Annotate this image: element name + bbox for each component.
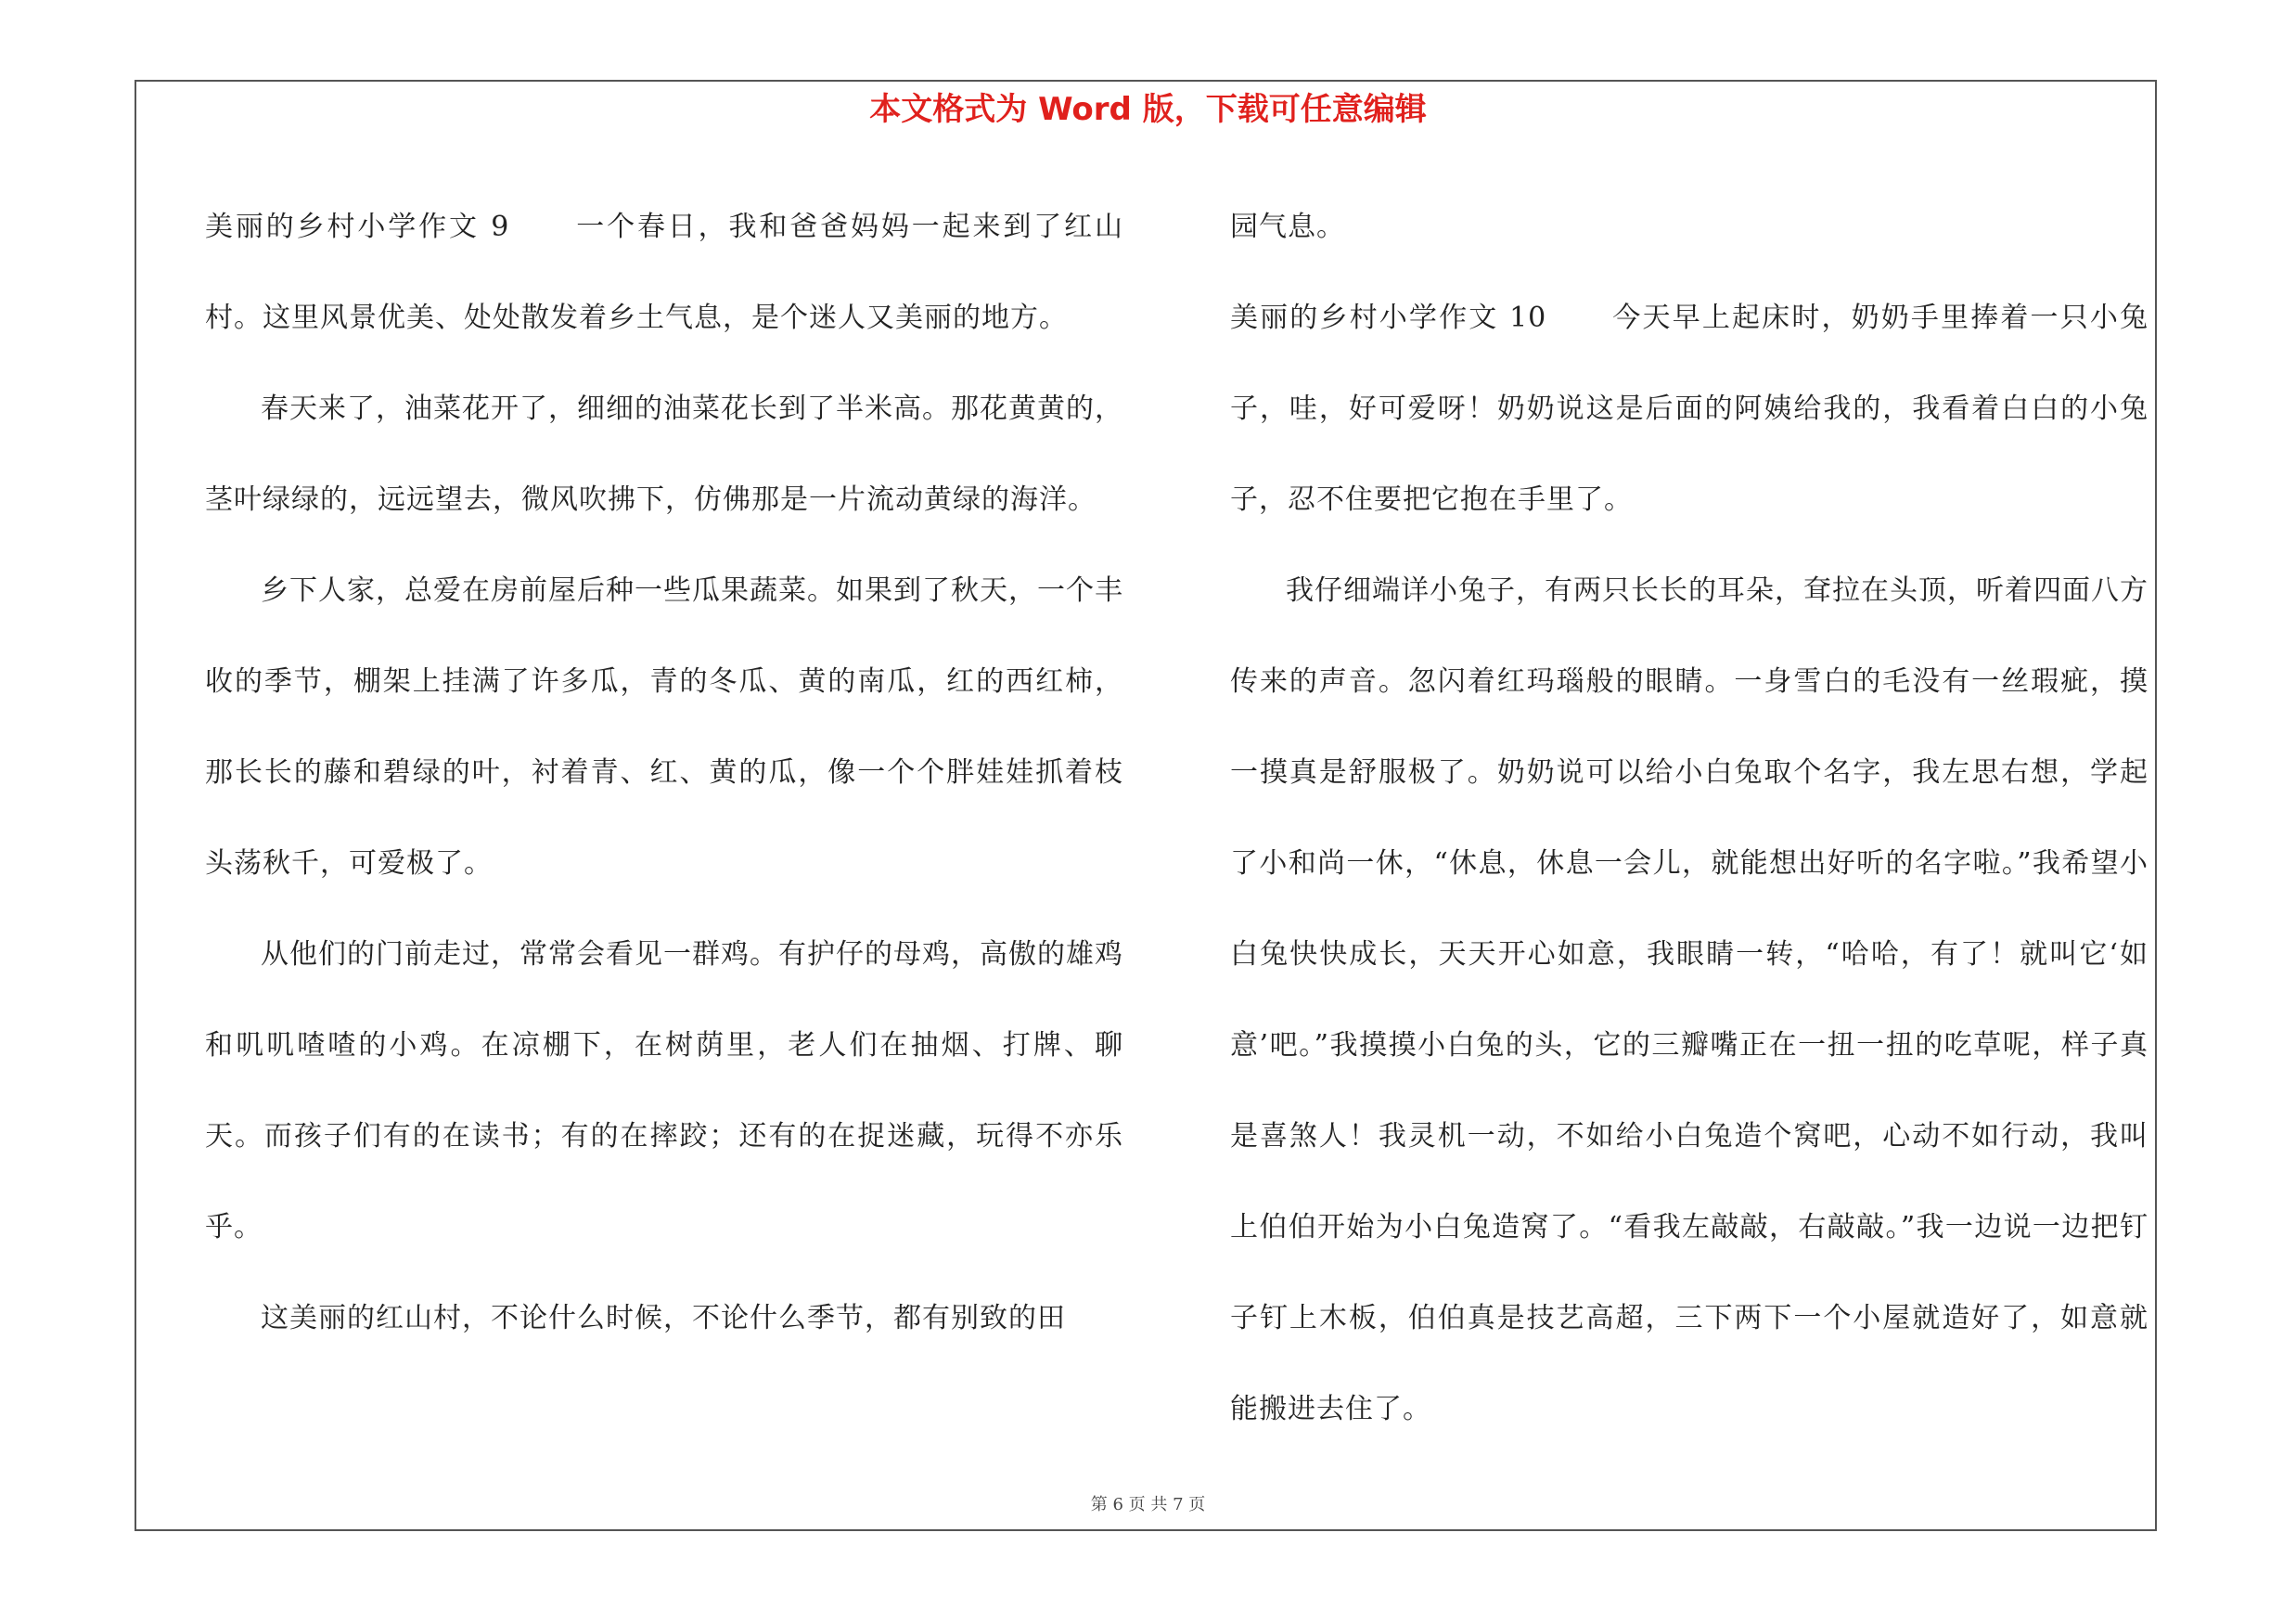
essay-9-paragraph-4: 从他们的门前走过，常常会看见一群鸡。有护仔的母鸡，高傲的雄鸡和叽叽喳喳的小鸡。在凉棚下，在树荫里，老人们在抽烟、打牌、聊天。而孩子们有的在读书；有的在摔跤；还有的在捉迷藏，玩得不亦乐乎。 — [205, 938, 1123, 1243]
essay-9-continuation: 园气息。 — [1230, 211, 1345, 243]
essay-9-intro-paragraph — [205, 182, 1123, 364]
left-column — [205, 182, 1123, 1364]
essay-10-intro-text: 今天早上起床时，奶奶手里捧着一只小兔子，哇，好可爱呀！奶奶说这是后面的阿姨给我的，我看着白白的小兔子，忍不住要把它抱在手里了。 — [1230, 302, 2149, 516]
essay-10-title: 美丽的乡村小学作文 10 — [1230, 302, 1547, 334]
essay-9-paragraph-5: 这美丽的红山村，不论什么时候，不论什么季节，都有别致的田 — [261, 1302, 1066, 1334]
essay-10-paragraph-2: 我仔细端详小兔子，有两只长长的耳朵，耷拉在头顶，听着四面八方传来的声音。忽闪着红玛瑙般的眼睛。一身雪白的毛没有一丝瑕疵，摸一摸真是舒服极了。奶奶说可以给小白兔取个名字，我左思右想，学起了小和尚一休，“休息，休息一会儿，就能想出好听的名字啦。”我希望小白兔快快成长，天天开心如意，我眼睛一转，“哈哈，有了！就叫它‘如意’吧。”我摸摸小白兔的头，它的三瓣嘴正在一扭一扭的吃草呢，样子真是喜煞人！我灵机一动，不如给小白兔造个窝吧，心动不如行动，我叫上伯伯开始为小白兔造窝了。“看我左敲敲，右敲敲。”我一边说一边把钉子钉上木板，伯伯真是技艺高超，三下两下一个小屋就造好了，如意就能搬进去住了。 — [1230, 574, 2148, 1425]
page-number-footer: 第 6 页 共 7 页 — [1090, 1495, 1206, 1514]
essay-9-paragraph-3: 乡下人家，总爱在房前屋后种一些瓜果蔬菜。如果到了秋天，一个丰收的季节，棚架上挂满了许多瓜，青的冬瓜、黄的南瓜，红的西红柿，那长长的藤和碧绿的叶，衬着青、红、黄的瓜，像一个个胖娃娃抓着枝头荡秋千，可爱极了。 — [205, 574, 1123, 880]
essay-9-title: 美丽的乡村小学作文 9 — [205, 211, 510, 243]
header-banner: 本文格式为 Word 版，下载可任意编辑 — [869, 91, 1427, 128]
right-column — [1230, 182, 2148, 1455]
essay-10-intro-paragraph — [1230, 273, 2148, 546]
essay-9-intro-text: 一个春日，我和爸爸妈妈一起来到了红山村。这里风景优美、处处散发着乡土气息，是个迷人又美丽的地方。 — [205, 211, 1123, 334]
essay-9-paragraph-2: 春天来了，油菜花开了，细细的油菜花长到了半米高。那花黄黄的，茎叶绿绿的，远远望去，微风吹拂下，仿佛那是一片流动黄绿的海洋。 — [205, 393, 1123, 516]
